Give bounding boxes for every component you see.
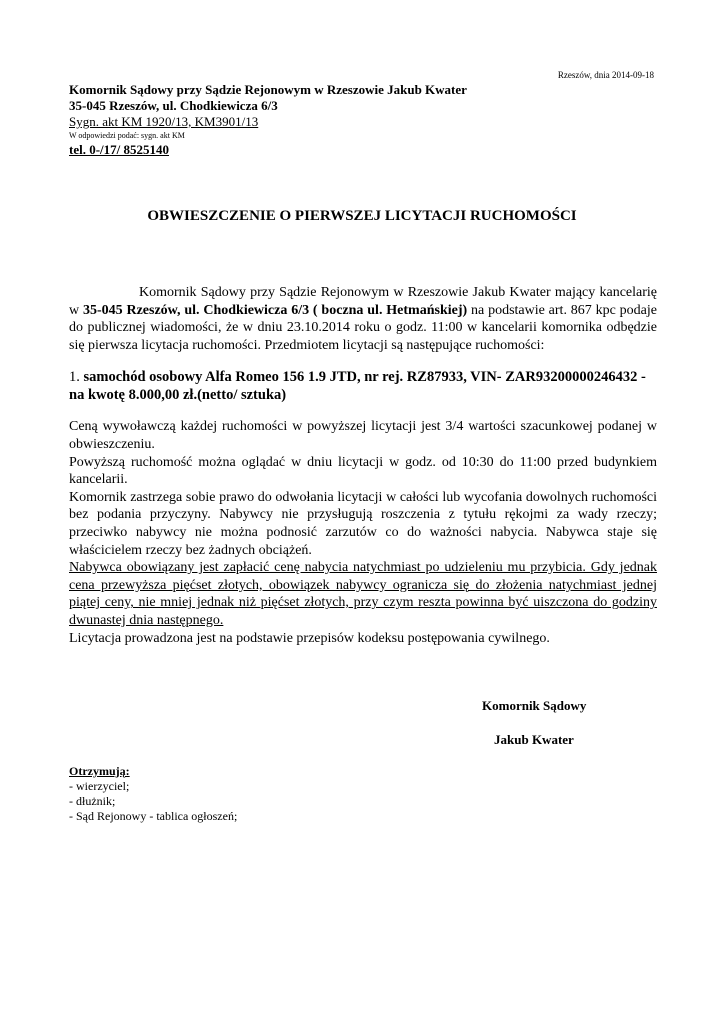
paragraph-reservation: Komornik zastrzega sobie prawo do odwołania licytacji w całości lub wycofania dowolnych ruchomości bez podania przyczyny. Nabywcy nie przysługują roszczenia z tytułu rękojmi za wady rzeczy; przeciwko nabywcy nie można podnosić zarzutów co do ważności nabycia. Nabywca staje się właścicielem rzeczy bez żadnych obciążeń. [69, 489, 657, 558]
intro-text-c: na podstawie art. 867 kpc podaje do publicznej wiadomości, że w dniu 23.10.2014 roku o godz. 11:00 w kancelarii komornika odbędzie się pierwsza licytacja ruchomości. Przedmiotem licytacji są następujące ruchomości: [69, 302, 657, 353]
recipients-list [69, 779, 237, 824]
document-body [69, 284, 657, 647]
bailiff-address-line: 35-045 Rzeszów, ul. Chodkiewicza 6/3 [69, 98, 278, 113]
recipient-item: - wierzyciel; [69, 779, 130, 793]
intro-text-a: Komornik Sądowy przy Sądzie Rejonowym w Rzeszowie Jakub Kwater mający kancelarię w [69, 285, 657, 318]
phone-number: tel. 0-/17/ 8525140 [69, 142, 170, 157]
intro-address: 35-045 Rzeszów, ul. Chodkiewicza 6/3 ( boczna ul. Hetmańskiej) [82, 302, 468, 318]
item-number: 1. [69, 369, 84, 386]
recipients-block [69, 764, 237, 824]
item-description: samochód osobowy Alfa Romeo 156 1.9 JTD, nr rej. RZ87933, VIN- ZAR93200000246432 - na kwotę 8.000,00 zł.(netto/ sztuka) [69, 369, 646, 404]
auction-item [69, 368, 657, 404]
letterhead [69, 82, 467, 158]
paragraph-payment: Nabywca obowiązany jest zapłacić cenę nabycia natychmiast po udzieleniu mu przybicia. Gdy jednak cena przewyższa pięćset złotych, obowiązek nabywcy ogranicza się do złożenia natychmiast jednej piątej ceny, nie mniej jednak niż pięćset złotych, przy czym reszta powinna być uiszczona do godziny dwunastej dnia następnego. [69, 560, 657, 628]
recipients-heading: Otrzymują: [69, 764, 130, 778]
case-reference: Sygn. akt KM 1920/13, KM3901/13 [69, 114, 259, 129]
recipient-item: - Sąd Rejonowy - tablica ogłoszeń; [69, 809, 238, 823]
document-date: Rzeszów, dnia 2014-09-18 [557, 70, 654, 80]
paragraph-starting-price: Ceną wywoławczą każdej ruchomości w powyższej licytacji jest 3/4 wartości szacunkowej podanej w obwieszczeniu. [69, 419, 657, 452]
document-title: OBWIESZCZENIE O PIERWSZEJ LICYTACJI RUCHOMOŚCI [147, 208, 577, 224]
bailiff-name-line: Komornik Sądowy przy Sądzie Rejonowym w Rzeszowie Jakub Kwater [69, 82, 467, 97]
intro-paragraph [69, 284, 657, 354]
signature-name: Jakub Kwater [494, 732, 574, 747]
reply-instruction: W odpowiedzi podać: sygn. akt KM [69, 131, 185, 140]
paragraph-legal-basis: Licytacja prowadzona jest na podstawie przepisów kodeksu postępowania cywilnego. [69, 630, 550, 646]
signature-role: Komornik Sądowy [482, 698, 587, 713]
paragraph-viewing: Powyższą ruchomość można oglądać w dniu licytacji w godz. od 10:30 do 11:00 przed budynkiem kancelarii. [69, 454, 657, 488]
recipient-item: - dłużnik; [69, 794, 116, 808]
